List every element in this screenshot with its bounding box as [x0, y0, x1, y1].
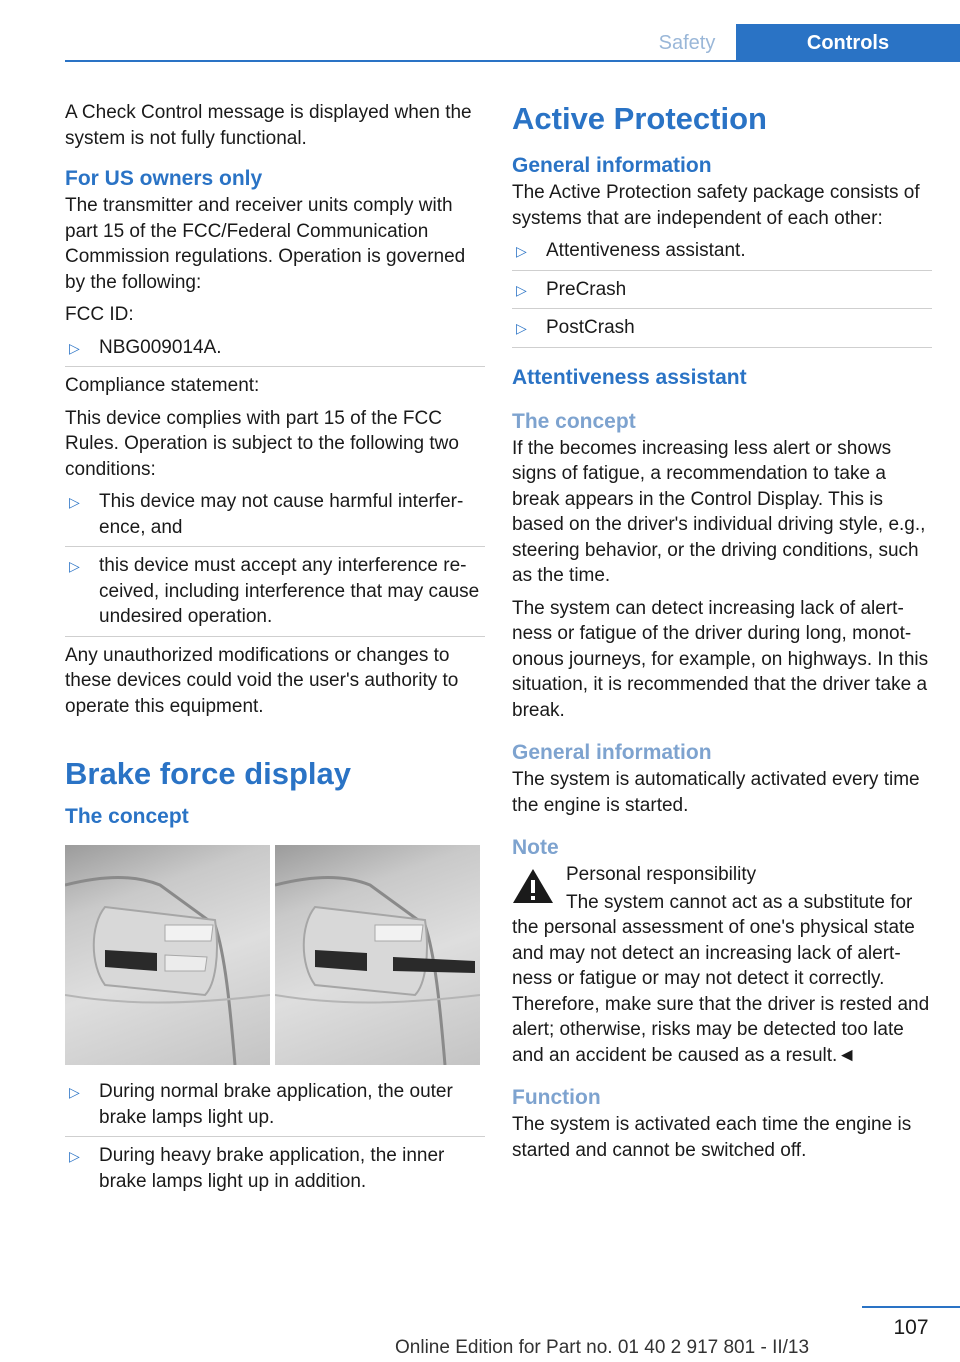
list-item: ▷ NBG009014A. [65, 335, 485, 361]
compliance-label: Compliance statement: [65, 375, 260, 396]
tab-controls[interactable]: Controls [736, 24, 960, 62]
header-rule [65, 60, 960, 62]
bullet-triangle-icon: ▷ [69, 1148, 80, 1164]
note-heading: Note [512, 836, 559, 859]
general-info-text: The Active Protection safety package consists of systems that are independent of each other: [512, 182, 920, 229]
list-item: ▷ This device may not cause harmful interfer‐ence, and [69, 491, 464, 538]
list-item: ▷ Attentiveness assistant. [512, 238, 932, 264]
bullet-triangle-icon: ▷ [516, 243, 527, 259]
function-heading: Function [512, 1086, 601, 1109]
compliance-text: This device complies with part 15 of the FCC Rules. Operation is subject to the following two conditions: [65, 407, 459, 480]
note-title: Personal responsibility [566, 864, 757, 885]
bullet-triangle-icon: ▷ [516, 281, 527, 298]
bullet-triangle-icon: ▷ [69, 1084, 80, 1100]
function-text: The system is activated each time the engine is started and cannot be switched off. [512, 1114, 912, 1161]
aa-concept-text-2: The system can detect increasing lack of alert‐ness or fatigue of the driver during long, monot‐onous journeys, for example, on highways. In this situation, it is recommended that the driver take a break. [512, 597, 929, 721]
active-protection-heading: Active Protection [512, 101, 767, 136]
tab-safety[interactable]: Safety [658, 31, 716, 54]
normal-brake-image [65, 845, 270, 1065]
fcc-id-label: FCC ID: [65, 304, 134, 325]
list-item: ▷ PreCrash [512, 270, 932, 303]
us-owners-heading: For US owners only [65, 167, 263, 190]
bullet-triangle-icon: ▷ [516, 320, 527, 336]
brake-list [65, 1079, 485, 1194]
aa-concept-text-1: If the becomes increasing less alert or shows signs of fatigue, a recommendation to take a break appears in the Control Display. This is based on the driver's individual driving style, e.g., steering behavior, or the driving conditions, such as the time. [512, 437, 926, 586]
warning-icon [512, 868, 554, 904]
bullet-triangle-icon: ▷ [69, 339, 80, 356]
list-item: ▷ During normal brake application, the outer brake lamps light up. [69, 1081, 453, 1128]
left-column [65, 100, 485, 1200]
page-number: 107 [893, 1316, 929, 1339]
heavy-brake-image [275, 845, 480, 1065]
brake-force-heading: Brake force display [65, 756, 352, 791]
modifications-text: Any unauthorized modifications or changes to these devices could void the user's authority to operate this equipment. [65, 644, 459, 717]
list-item: ▷ PostCrash [512, 308, 932, 341]
brake-concept-heading: The concept [65, 805, 189, 828]
aa-general-info-heading: General information [512, 741, 712, 764]
bullet-triangle-icon: ▷ [69, 494, 80, 510]
fcc-id-list [65, 335, 485, 368]
note-text: The system cannot act as a substitute for the personal assessment of one's physical state and may not detect an increasing lack of alert‐ness or fatigue or may not detect it correctly. Therefore, make sure that the driver is rested and alert; otherwise, risks may be detected too late and an accident be caused as a result.◄ [512, 891, 930, 1066]
conditions-list [65, 489, 485, 637]
note-block [512, 862, 932, 1068]
footer-rule [862, 1306, 960, 1308]
aa-general-info-text: The system is automatically activated every time the engine is started. [512, 769, 920, 816]
us-owners-text: The transmitter and receiver units comply with part 15 of the FCC/Federal Communication Commission regulations. Operation is governed by the following: [65, 195, 466, 293]
right-column [512, 100, 932, 1170]
intro-paragraph: A Check Control message is displayed when the system is not fully functional. [65, 102, 472, 149]
edition-text: Online Edition for Part no. 01 40 2 917 801 - II/13 [395, 1337, 810, 1358]
list-item: ▷ this device must accept any interference re‐ceived, including interference that may cause undesired operation. [65, 546, 485, 630]
general-info-heading: General information [512, 154, 712, 177]
aa-concept-heading: The concept [512, 409, 636, 433]
brake-lamp-images [65, 845, 480, 1065]
attentiveness-heading: Attentiveness assistant [512, 365, 747, 389]
systems-list [512, 238, 932, 348]
bullet-triangle-icon: ▷ [69, 558, 80, 574]
list-item: ▷ During heavy brake application, the inner brake lamps light up in addition. [65, 1136, 485, 1194]
